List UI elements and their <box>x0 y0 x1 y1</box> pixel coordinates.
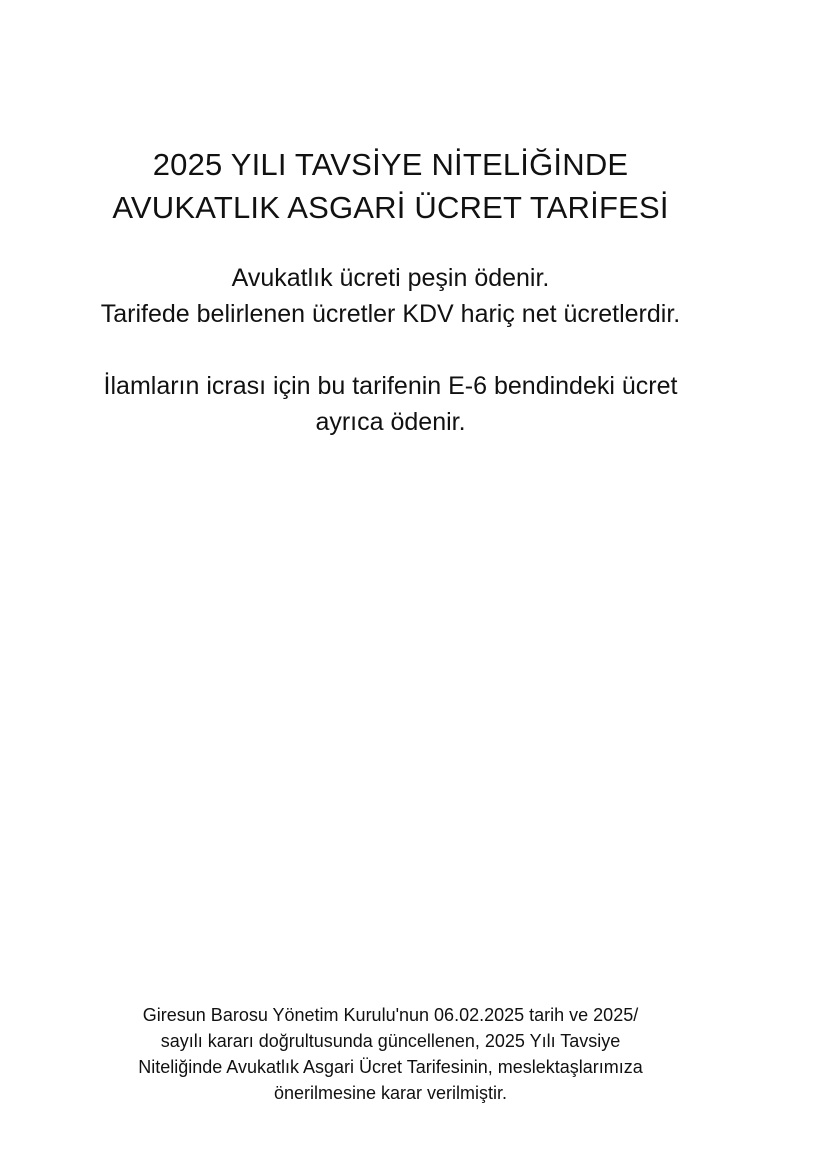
note-line-2: ayrıca ödenir. <box>315 408 466 436</box>
footer-line-1: Giresun Barosu Yönetim Kurulu'nun 06.02.2025 tarih ve 2025/ <box>142 1005 639 1025</box>
board-decision-footer <box>0 1002 781 1106</box>
note-line-1: İlamların icrası için bu tarifenin E-6 bendindeki ücret <box>103 372 678 400</box>
document-title <box>0 143 781 229</box>
title-line-1: 2025 YILI TAVSİYE NİTELİĞİNDE <box>152 147 629 182</box>
footer-line-2: sayılı kararı doğrultusunda güncellenen, 2025 Yılı Tavsiye <box>160 1031 621 1051</box>
footer-line-4: önerilmesine karar verilmiştir. <box>273 1083 508 1103</box>
intro-line-2: Tarifede belirlenen ücretler KDV hariç net ücretlerdir. <box>100 300 681 328</box>
footer-line-3: Niteliğinde Avukatlık Asgari Ücret Tarifesinin, meslektaşlarımıza <box>138 1057 643 1077</box>
intro-paragraph <box>0 260 781 332</box>
title-line-2: AVUKATLIK ASGARİ ÜCRET TARİFESİ <box>112 190 669 225</box>
execution-note-paragraph <box>0 368 781 440</box>
intro-line-1: Avukatlık ücreti peşin ödenir. <box>231 264 550 292</box>
